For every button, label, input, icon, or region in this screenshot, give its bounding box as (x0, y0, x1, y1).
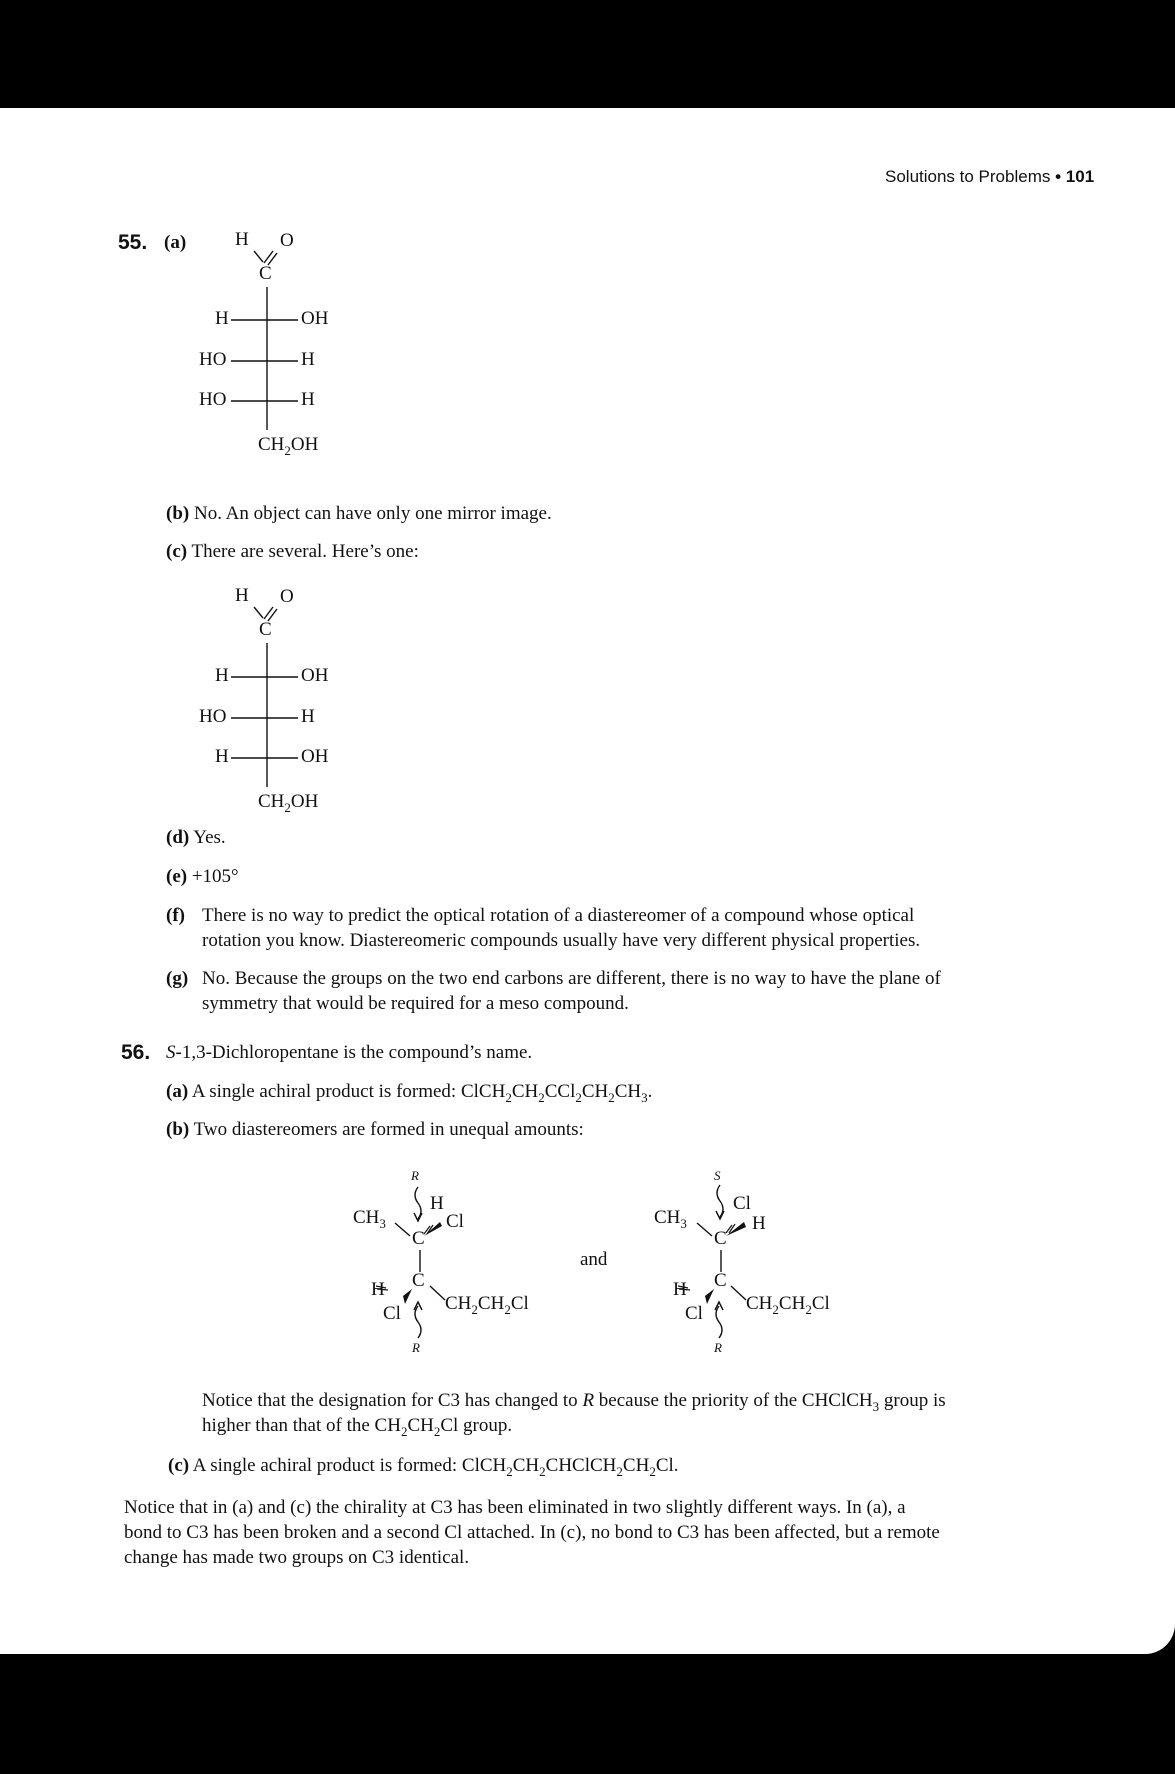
fischer-a-r2-left: HO (199, 349, 227, 370)
struct2-chain: $CH_2CH_2Cl$ (746, 1293, 830, 1317)
fischer-c-bottom: $CH_2OH$ (258, 791, 319, 815)
struct1-chain: $CH_2CH_2Cl$ (445, 1293, 529, 1317)
problem-55b-text: No. An object can have only one mirror image. (193, 503, 552, 524)
struct1-ch3-sub: 3 (379, 1215, 386, 1231)
problem-56-config: S (166, 1042, 176, 1063)
fischer-c-top-h: H (235, 585, 249, 606)
fischer-a-carbon: C (259, 263, 272, 284)
struct1-h: H (430, 1193, 444, 1214)
problem-56c-text: A single achiral product is formed: $ClCH_2CH_2CHClCH_2CH_2Cl$. (192, 1455, 679, 1479)
notice2-line2: bond to C3 has been broken and a second Cl attached. In (c), no bond to C3 has been affected, but a remote (124, 1522, 940, 1543)
struct1-bottom-arrow (415, 1306, 421, 1338)
struct1-h-lower: H (371, 1279, 385, 1300)
problem-55g-line1: No. Because the groups on the two end carbons are different, there is no way to have the plane of (202, 968, 941, 989)
problem-55e-label: (e) (166, 866, 188, 887)
problem-56-number: 56. (121, 1041, 151, 1064)
fischer-a-r1-right: OH (301, 308, 329, 329)
fischer-c-carbon: C (259, 619, 272, 640)
problem-56c (168, 1454, 679, 1484)
struct2-cl-lower: Cl (685, 1303, 703, 1324)
fischer-a-top-h: H (235, 229, 249, 250)
struct1-config-bottom: R (412, 1340, 420, 1355)
fischer-a-r3-right: H (301, 389, 315, 410)
problem-55c-text: There are several. Here’s one: (191, 541, 419, 562)
struct2-h: H (752, 1213, 766, 1234)
problem-55e-text: +105° (191, 866, 239, 887)
fischer-c-r2-right: H (301, 706, 315, 727)
struct2-bottom-arrow (716, 1306, 722, 1338)
struct1-ch3: $CH_3$ (353, 1207, 386, 1231)
fischer-c-r1-left: H (215, 665, 229, 686)
header-bullet: • (1055, 167, 1062, 186)
notice2-line3: change has made two groups on C3 identical. (124, 1547, 470, 1568)
fischer-a-top-o: O (280, 230, 294, 251)
notice1-line1: Notice that the designation for C3 has changed to R because the priority of the CHClCH$_3$ group is (202, 1390, 946, 1414)
struct1-top-arrowhead (414, 1213, 422, 1221)
fischer-a-bottom: $CH_2OH$ (258, 434, 319, 458)
struct2-top-arrowhead (716, 1211, 724, 1219)
problem-55d-label: (d) (166, 827, 190, 848)
fischer-c-r1-right: OH (301, 665, 329, 686)
struct1-wedge-cl (424, 1222, 442, 1236)
struct2-wedge-cl-lower (705, 1289, 714, 1304)
problem-55c-label: (c) (166, 541, 188, 562)
struct2-c-upper: C (714, 1228, 727, 1249)
struct2-ch3: $CH_3$ (654, 1207, 687, 1231)
problem-55a-label: (a) (164, 232, 187, 253)
fischer-a-r2-right: H (301, 349, 315, 370)
problem-55f-line1: There is no way to predict the optical rotation of a diastereomer of a compound whose optical (202, 905, 915, 926)
struct2-h-lower: H (673, 1279, 687, 1300)
problem-55d-text: Yes. (193, 827, 226, 848)
fischer-c-r3-left: H (215, 746, 229, 767)
page-number: 101 (1065, 167, 1095, 186)
problem-56-intro-text: -1,3-Dichloropentane is the compound’s name. (175, 1042, 533, 1063)
problem-55b-label: (b) (166, 503, 190, 524)
notice1-line2: higher than that of the $CH_2CH_2Cl$ group. (202, 1415, 513, 1439)
struct1-c-lower: C (412, 1270, 425, 1291)
problem-56a-label: (a) (166, 1081, 189, 1102)
struct1-wedge-cl-lower (403, 1289, 412, 1304)
problem-56b-text: Two diastereomers are formed in unequal amounts: (193, 1119, 584, 1140)
problem-55f-label: (f) (166, 905, 185, 926)
problem-55-number: 55. (118, 231, 148, 254)
notice2-line1: Notice that in (a) and (c) the chirality at C3 has been eliminated in two slightly different ways. In (a), a (124, 1497, 906, 1518)
fischer-c-r3-right: OH (301, 746, 329, 767)
struct1-cl-lower: Cl (383, 1303, 401, 1324)
and-text: and (580, 1249, 608, 1270)
fischer-c-r2-left: HO (199, 706, 227, 727)
struct1-top-arrow (415, 1187, 421, 1219)
problem-56a-text: A single achiral product is formed: $ClCH_2CH_2CCl_2CH_2CH_3$. (191, 1081, 653, 1105)
fischer-a-r1-left: H (215, 308, 229, 329)
running-title: Solutions to Problems (885, 167, 1051, 186)
problem-55g-line2: symmetry that would be required for a meso compound. (202, 993, 629, 1014)
fischer-a-r3-left: HO (199, 389, 227, 410)
struct2-c-lower: C (714, 1270, 727, 1291)
struct2-top-arrow (717, 1185, 723, 1217)
problem-55g-label: (g) (166, 968, 189, 989)
struct1-config-top: R (411, 1168, 419, 1183)
fischer-c-top-o: O (280, 586, 294, 607)
struct2-config-top: S (714, 1168, 721, 1183)
struct2-cl: Cl (733, 1193, 751, 1214)
struct2-config-bottom: R (714, 1340, 722, 1355)
problem-56b-label: (b) (166, 1119, 190, 1140)
struct1-c-upper: C (412, 1228, 425, 1249)
problem-55f-line2: rotation you know. Diastereomeric compounds usually have very different physical properties. (202, 930, 921, 951)
struct1-cl: Cl (446, 1211, 464, 1232)
problem-56c-label: (c) (168, 1455, 190, 1476)
